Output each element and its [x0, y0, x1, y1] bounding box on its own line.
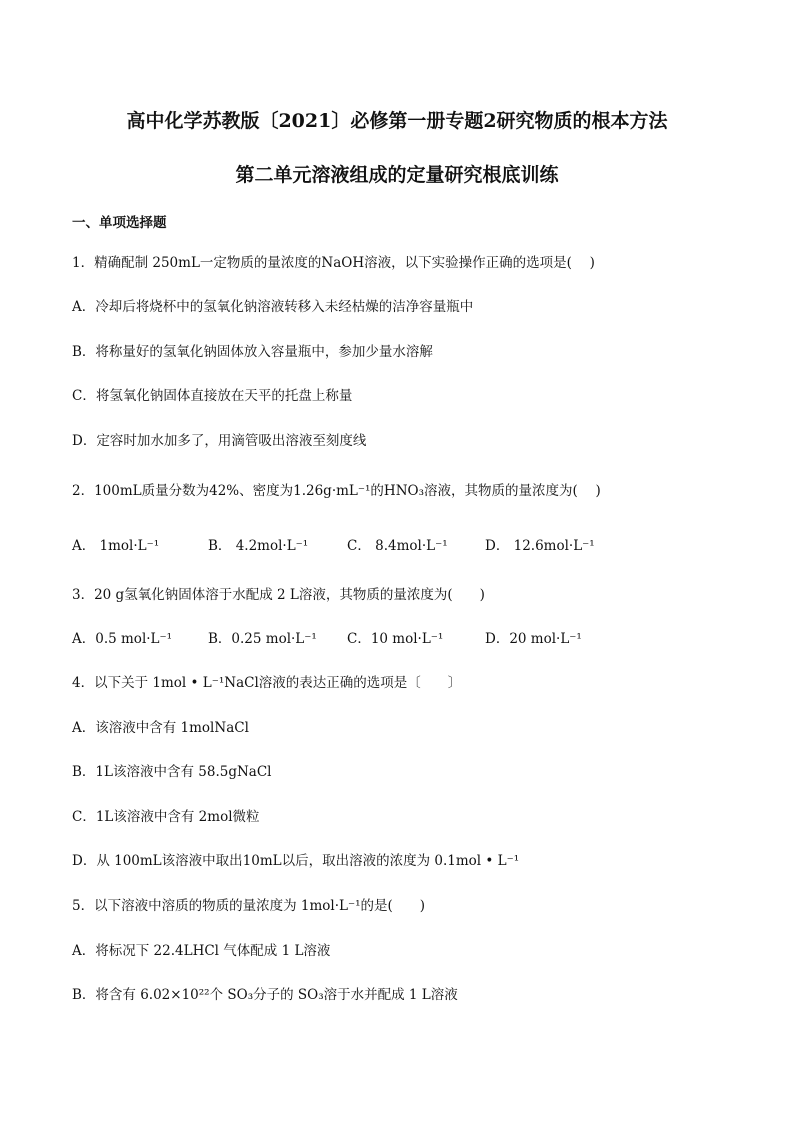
question-3-option-b: B．0.25 mol·L⁻¹	[208, 631, 317, 647]
question-4-option-d: D．从 100mL该溶液中取出10mL以后，取出溶液的浓度为 0.1mol • L⁻¹	[72, 853, 520, 869]
question-1-option-d: D．定容时加水加多了，用滴管吸出溶液至刻度线	[72, 433, 367, 449]
section-heading: 一、单项选择题	[72, 215, 167, 231]
question-1-option-a: A．冷却后将烧杯中的氢氧化钠溶液转移入未经枯燥的洁净容量瓶中	[72, 299, 474, 315]
question-4-stem: 4．以下关于 1mol • L⁻¹NaCl溶液的表达正确的选项是〔 〕	[72, 675, 462, 691]
question-5-stem: 5．以下溶液中溶质的物质的量浓度为 1mol·L⁻¹的是( )	[72, 898, 426, 914]
question-1-option-c: C．将氢氧化钠固体直接放在天平的托盘上称量	[72, 388, 353, 404]
question-1-stem: 1．精确配制 250mL一定物质的量浓度的NaOH溶液，以下实验操作正确的选项是( )	[72, 255, 595, 271]
question-2-stem: 2．100mL质量分数为42%、密度为1.26g·mL⁻¹的HNO₃溶液，其物质的量浓度为( )	[72, 483, 601, 499]
question-2-option-b: B． 4.2mol·L⁻¹	[208, 538, 309, 554]
question-4-option-c: C．1L该溶液中含有 2mol微粒	[72, 809, 260, 825]
title-line-2: 第二单元溶液组成的定量研究根底训练	[235, 164, 559, 186]
question-1-option-b: B．将称量好的氢氧化钠固体放入容量瓶中，参加少量水溶解	[72, 344, 433, 360]
title-line-1: 高中化学苏教版〔2021〕必修第一册专题2研究物质的根本方法	[126, 110, 668, 132]
question-3-option-a: A．0.5 mol·L⁻¹	[72, 631, 173, 647]
question-3-option-d: D．20 mol·L⁻¹	[485, 631, 582, 647]
question-5-option-a: A．将标况下 22.4LHCl 气体配成 1 L溶液	[72, 943, 331, 959]
question-2-option-d: D． 12.6mol·L⁻¹	[485, 538, 595, 554]
question-5-option-b: B．将含有 6.02×10²²个 SO₃分子的 SO₃溶于水并配成 1 L溶液	[72, 987, 458, 1003]
question-4-option-b: B．1L该溶液中含有 58.5gNaCl	[72, 764, 272, 780]
question-2-option-a: A． 1mol·L⁻¹	[72, 538, 160, 554]
question-2-option-c: C． 8.4mol·L⁻¹	[347, 538, 448, 554]
question-3-stem: 3．20 g氢氧化钠固体溶于水配成 2 L溶液，其物质的量浓度为( )	[72, 587, 485, 603]
question-3-option-c: C．10 mol·L⁻¹	[347, 631, 444, 647]
question-4-option-a: A．该溶液中含有 1molNaCl	[72, 720, 249, 736]
